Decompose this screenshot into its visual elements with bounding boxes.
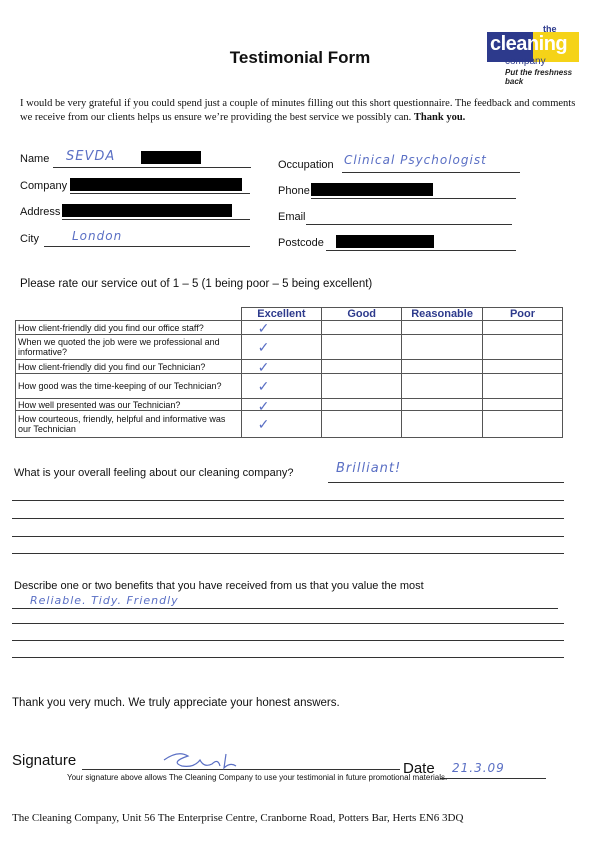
address-line (62, 219, 250, 220)
rating-table (15, 307, 563, 438)
header-good: Good (322, 308, 402, 321)
redaction (336, 235, 434, 248)
occupation-line (342, 172, 520, 173)
redaction (70, 178, 242, 191)
header-poor: Poor (482, 308, 562, 321)
q1-label: What is your overall feeling about our cleaning company? (14, 467, 294, 479)
answer-line (12, 518, 564, 519)
company-label: Company (20, 180, 68, 192)
answer-line (12, 623, 564, 624)
tick-icon: ✓ (257, 320, 270, 336)
table-row (16, 399, 563, 411)
header-excellent: Excellent (241, 308, 321, 321)
occupation-label: Occupation (278, 159, 334, 171)
date-label: Date (403, 760, 435, 777)
table-row (16, 374, 563, 399)
header-reasonable: Reasonable (402, 308, 483, 321)
phone-line (311, 198, 516, 199)
question-text: How well presented was our Technician? (16, 399, 242, 411)
intro-paragraph: I would be very grateful if you could spend just a couple of minutes filling out this short questionnaire. The feedback and comments we receive from our clients helps us ensure we’re providing the best service we possibly can. Thank you. (20, 98, 576, 123)
tick-icon: ✓ (257, 359, 270, 375)
email-label: Email (278, 211, 306, 223)
company-logo: the cleaning company Put the freshness back (487, 24, 579, 80)
table-row (16, 335, 563, 360)
email-line (306, 224, 512, 225)
name-label: Name (20, 153, 50, 165)
postcode-line (326, 250, 516, 251)
tick-icon: ✓ (257, 398, 270, 414)
city-value: London (72, 229, 123, 243)
name-line (53, 167, 251, 168)
city-label: City (20, 233, 39, 245)
city-line (44, 246, 250, 247)
answer-line (12, 657, 564, 658)
question-text: How good was the time-keeping of our Technician? (16, 374, 242, 399)
answer-line (12, 553, 564, 554)
rating-prompt: Please rate our service out of 1 – 5 (1 being poor – 5 being excellent) (20, 278, 373, 290)
company-line (70, 193, 250, 194)
address-label: Address (20, 206, 61, 218)
question-text: How client-friendly did you find our office staff? (16, 321, 242, 335)
signature-note: Your signature above allows The Cleaning Company to use your testimonial in future promotional materials. (67, 773, 448, 782)
redaction (62, 204, 232, 217)
page-title: Testimonial Form (229, 48, 371, 67)
q2-label: Describe one or two benefits that you have received from us that you value the most (14, 580, 424, 592)
answer-line (12, 608, 558, 609)
answer-line (12, 500, 564, 501)
answer-line (12, 536, 564, 537)
signature-line (82, 769, 400, 770)
signature-label: Signature (12, 752, 77, 769)
question-text: How courteous, friendly, helpful and informative was our Technician (16, 411, 242, 438)
tick-icon: ✓ (257, 378, 270, 394)
redaction (311, 183, 433, 196)
thanks-text: Thank you very much. We truly appreciate your honest answers. (12, 697, 340, 709)
table-row (16, 321, 563, 335)
phone-label: Phone (278, 185, 310, 197)
q1-line (328, 482, 564, 483)
table-row (16, 411, 563, 438)
question-text: When we quoted the job were we professional and informative? (16, 335, 242, 360)
question-text: How client-friendly did you find our Technician? (16, 360, 242, 374)
name-value: SEVDA (66, 149, 116, 164)
date-value: 21.3.09 (452, 761, 505, 775)
footer-address: The Cleaning Company, Unit 56 The Enterprise Centre, Cranborne Road, Potters Bar, Herts EN6 3DQ (12, 812, 464, 824)
postcode-label: Postcode (278, 237, 324, 249)
tick-icon: ✓ (257, 416, 270, 432)
table-header-row (16, 308, 563, 321)
tick-icon: ✓ (257, 339, 270, 355)
occupation-value: Clinical Psychologist (344, 153, 487, 167)
date-line (440, 778, 546, 779)
handwritten-signature (160, 748, 240, 772)
redaction (141, 151, 201, 164)
answer-line (12, 640, 564, 641)
q1-answer: Brilliant! (336, 461, 402, 476)
q2-answer: Reliable. Tidy. Friendly (30, 594, 179, 607)
table-row (16, 360, 563, 374)
